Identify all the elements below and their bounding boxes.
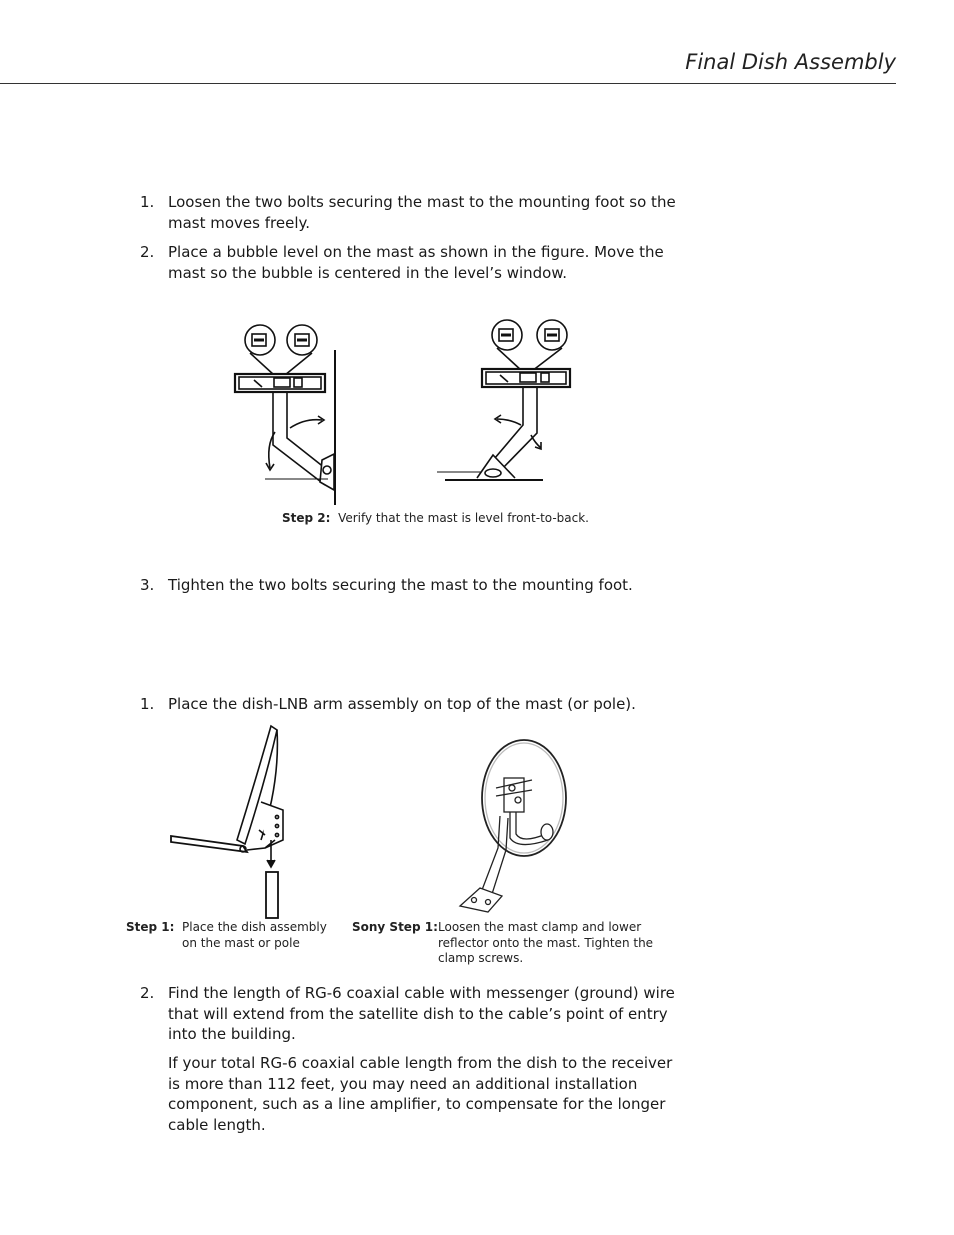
- step-2-bubble-level: [140, 242, 680, 283]
- step-text: Loosen the two bolts securing the mast to the mounting foot so the mast moves freely.: [168, 193, 676, 232]
- caption-text: Place the dish assembly on the mast or pole: [182, 920, 327, 950]
- header-rule: [0, 83, 896, 84]
- caption-step-1: [126, 920, 336, 951]
- step-number: 1.: [140, 695, 155, 713]
- ground-mount-level-illustration: [435, 315, 575, 485]
- step-text: Tighten the two bolts securing the mast to the mounting foot.: [168, 576, 633, 594]
- cable-length-note: If your total RG-6 coaxial cable length from the dish to the receiver is more than 112 feet, you may need an additional installation component, such as a line amplifier, to compensate for the longer cable length.: [168, 1054, 673, 1134]
- caption-sony-step-1: [352, 920, 662, 967]
- step-3-tighten-bolts: [140, 575, 680, 596]
- step-1-loosen-bolts: [140, 192, 680, 233]
- step-text: Find the length of RG-6 coaxial cable with messenger (ground) wire that will extend from the satellite dish to the cable’s point of entry into the building.: [168, 984, 675, 1043]
- step-number: 1.: [140, 193, 155, 211]
- step-text: Place the dish-LNB arm assembly on top of the mast (or pole).: [168, 695, 636, 713]
- step-number: 2.: [140, 243, 155, 261]
- dish-on-mast-illustration: [165, 722, 295, 918]
- caption-text: Loosen the mast clamp and lower reflector onto the mast. Tighten the clamp screws.: [438, 920, 654, 965]
- step-2-cable-length: [140, 983, 680, 1045]
- wall-mount-level-illustration: [230, 320, 350, 510]
- step-number: 2.: [140, 984, 155, 1002]
- page-title: Final Dish Assembly: [685, 50, 896, 74]
- caption-text: Verify that the mast is level front-to-back.: [338, 511, 589, 525]
- figure-caption-step-2: [282, 511, 589, 527]
- caption-label: Step 2:: [282, 511, 331, 525]
- sony-dish-assembly-illustration: [452, 738, 572, 916]
- step-1-place-dish: [140, 694, 680, 715]
- caption-label: Sony Step 1:: [352, 920, 438, 934]
- caption-label: Step 1:: [126, 920, 175, 934]
- step-number: 3.: [140, 576, 155, 594]
- step-text: Place a bubble level on the mast as shown in the figure. Move the mast so the bubble is centered in the level’s window.: [168, 243, 664, 282]
